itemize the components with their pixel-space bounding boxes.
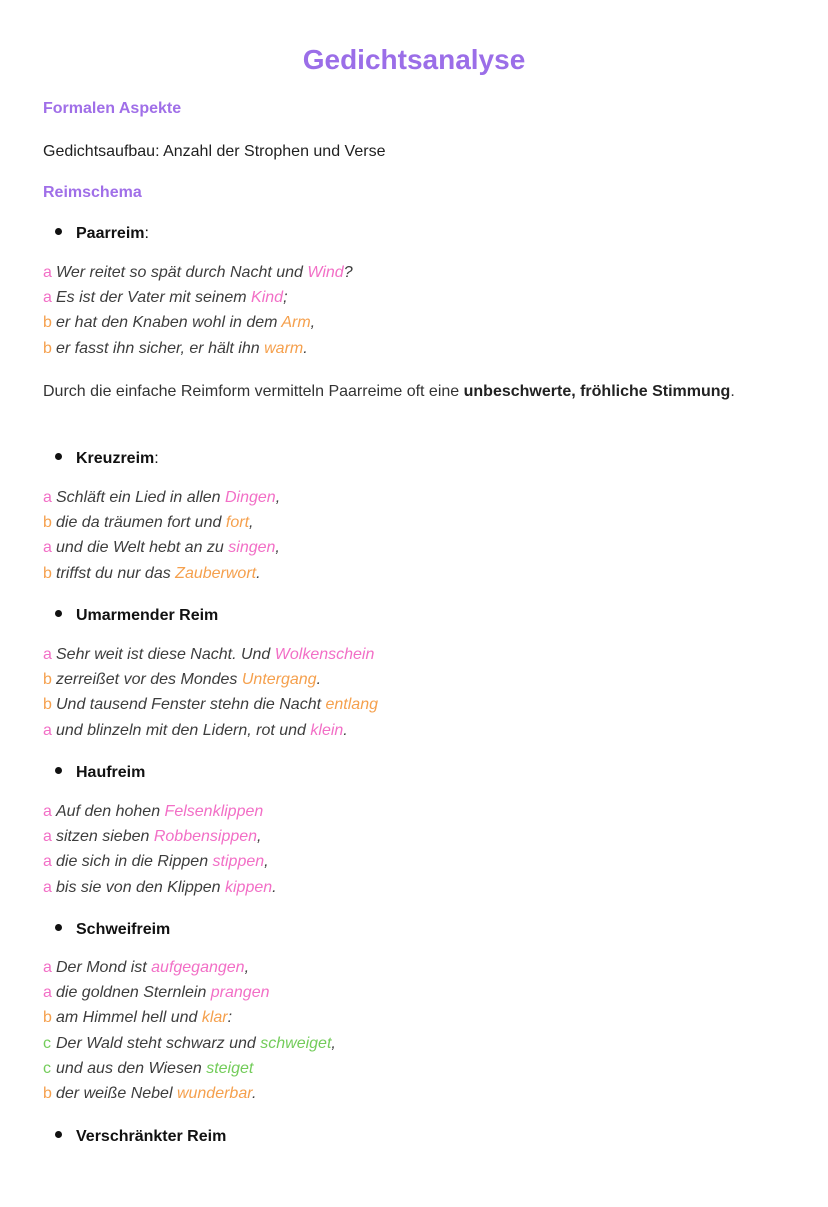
verse-text: Der Mond ist [56,959,152,976]
verse-line [43,879,277,897]
bullet-dot [55,228,62,235]
verse-text: Schläft ein Lied in allen [56,489,225,506]
verse-text: und aus den Wiesen [56,1059,207,1077]
verse-punctuation: , [244,959,250,976]
rhyme-letter: b [43,564,52,582]
bullet-schweifreim [55,921,170,939]
verse-punctuation: , [275,489,281,506]
rhyme-letter: a [43,959,52,976]
rhyme-word: singen [228,539,276,557]
bullet-label: Schweifreim [76,921,171,938]
desc-bold: unbeschwerte, fröhliche Stimmung [463,383,731,400]
rhyme-letter: b [43,671,52,689]
verse-text: er hat den Knaben wohl in dem [56,314,282,332]
verse-text: am Himmel hell und [56,1009,202,1027]
verse-punctuation: , [331,1034,336,1052]
bullet-label: Paarreim [76,225,145,242]
rhyme-word: Kind [251,289,284,307]
bullet-haufreim [55,764,145,782]
rhyme-letter: a [43,646,52,663]
bullet-dot [55,924,62,931]
rhyme-word: Untergang [241,671,317,689]
rhyme-word: kippen [225,878,273,896]
verse-text: und blinzeln mit den Lidern, rot und [56,721,311,739]
verse-line [43,828,262,846]
bullet-verschraenkt [55,1128,226,1146]
verse-line [43,959,249,977]
verse-text: die sich in die Rippen [56,853,213,871]
bullet-colon: : [144,225,149,242]
bullet-umarmend [55,607,218,625]
verse-punctuation: . [256,564,261,582]
verse-line [43,1009,232,1027]
verse-punctuation: . [343,721,348,739]
verse-text: Sehr weit ist diese Nacht. Und [56,646,275,663]
verse-punctuation: ; [283,289,288,307]
bullet-dot [55,453,62,460]
rhyme-word: klar [201,1009,228,1027]
verse-line [43,264,353,282]
rhyme-letter: a [43,853,52,871]
verse-punctuation: . [303,339,308,357]
bullet-kreuzreim [55,450,159,468]
rhyme-letter: c [43,1034,51,1052]
rhyme-letter: a [43,828,52,846]
bullet-label: Verschränkter Reim [76,1128,227,1145]
rhyme-word: warm [264,339,304,357]
verse-text: Und tausend Fenster stehn die Nacht [56,696,326,714]
verse-line [43,671,321,689]
rhyme-letter: a [43,984,52,1002]
verse-line [43,514,253,532]
heading-formal: Formalen Aspekte [43,100,182,117]
verse-text: triffst du nur das [56,564,176,582]
verse-punctuation: , [275,539,280,557]
bullet-dot [55,1131,62,1138]
verse-text: Es ist der Vater mit seinem [56,289,252,307]
rhyme-word: wunderbar [176,1085,252,1102]
verse-punctuation: , [249,514,254,532]
rhyme-word: Robbensippen [153,828,258,846]
verse-line [43,984,270,1002]
rhyme-word: Wolkenschein [274,646,375,663]
verse-text: Auf den hohen [56,803,165,820]
desc-prefix: Durch die einfache Reimform vermitteln Paarreime oft eine [43,383,464,400]
verse-line [43,696,378,714]
desc-suffix: . [730,383,735,400]
bullet-paarreim [55,225,149,243]
rhyme-letter: a [43,539,52,557]
page-title: Gedichtsanalyse [302,44,526,75]
rhyme-letter: b [43,1085,52,1102]
verse-text: Der Wald steht schwarz und [56,1034,261,1052]
verse-text: bis sie von den Klippen [56,878,225,896]
verse-line [43,539,280,557]
verse-punctuation: , [264,853,269,871]
rhyme-letter: c [43,1059,51,1077]
verse-line [43,1085,256,1103]
rhyme-word: Zauberwort [175,564,257,582]
verse-text: und die Welt hebt an zu [56,539,229,557]
verse-punctuation: , [257,828,262,846]
bullet-dot [55,767,62,774]
verse-text: die da träumen fort und [56,514,226,532]
rhyme-word: prangen [210,984,270,1002]
rhyme-word: Dingen [225,489,276,506]
bullet-label: Haufreim [76,764,146,781]
rhyme-word: fort [225,514,250,532]
heading-reimschema: Reimschema [43,184,142,201]
rhyme-letter: a [43,721,52,739]
verse-line [43,1035,336,1053]
bullet-label: Kreuzreim [76,450,155,467]
paarreim-description [43,379,763,404]
rhyme-letter: b [43,514,52,532]
rhyme-letter: b [43,339,52,357]
bullet-dot [55,610,62,617]
bullet-colon: : [154,450,159,467]
verse-punctuation: : [227,1009,233,1027]
rhyme-letter: a [43,289,52,307]
verse-line [43,340,308,358]
verse-line [43,314,315,332]
rhyme-word: Wind [307,264,344,281]
verse-punctuation: , [310,314,316,332]
rhyme-letter: b [43,314,52,332]
verse-text: er fasst ihn sicher, er hält ihn [56,339,265,357]
rhyme-letter: a [43,803,52,820]
rhyme-letter: b [43,1009,52,1027]
rhyme-word: stippen [212,853,265,871]
verse-line [43,722,348,740]
verse-punctuation: ? [343,264,353,281]
verse-text: zerreißet vor des Mondes [56,671,242,689]
rhyme-letter: a [43,878,52,896]
verse-text: die goldnen Sternlein [56,984,211,1002]
rhyme-letter: a [43,264,52,281]
verse-text: Wer reitet so spät durch Nacht und [56,264,308,281]
rhyme-word: Felsenklippen [164,803,264,820]
verse-line [43,853,269,871]
formal-text: Gedichtsaufbau: Anzahl der Strophen und Verse [43,143,386,160]
verse-text: sitzen sieben [56,828,154,846]
verse-punctuation: . [272,878,277,896]
rhyme-letter: b [43,696,52,714]
verse-text: der weiße Nebel [56,1085,177,1102]
rhyme-word: schweiget [260,1034,332,1052]
verse-line [43,289,288,307]
rhyme-word: aufgegangen [151,959,245,976]
rhyme-word: entlang [325,696,378,714]
verse-punctuation: . [316,671,322,689]
rhyme-word: Arm [281,314,311,332]
rhyme-letter: a [43,489,52,506]
verse-line [43,565,261,583]
verse-punctuation: . [251,1085,257,1102]
verse-line [43,1060,253,1078]
verse-line [43,803,263,821]
verse-line [43,489,280,507]
rhyme-word: steiget [206,1059,254,1077]
verse-line [43,646,374,664]
rhyme-word: klein [310,721,344,739]
bullet-label: Umarmender Reim [76,607,219,624]
